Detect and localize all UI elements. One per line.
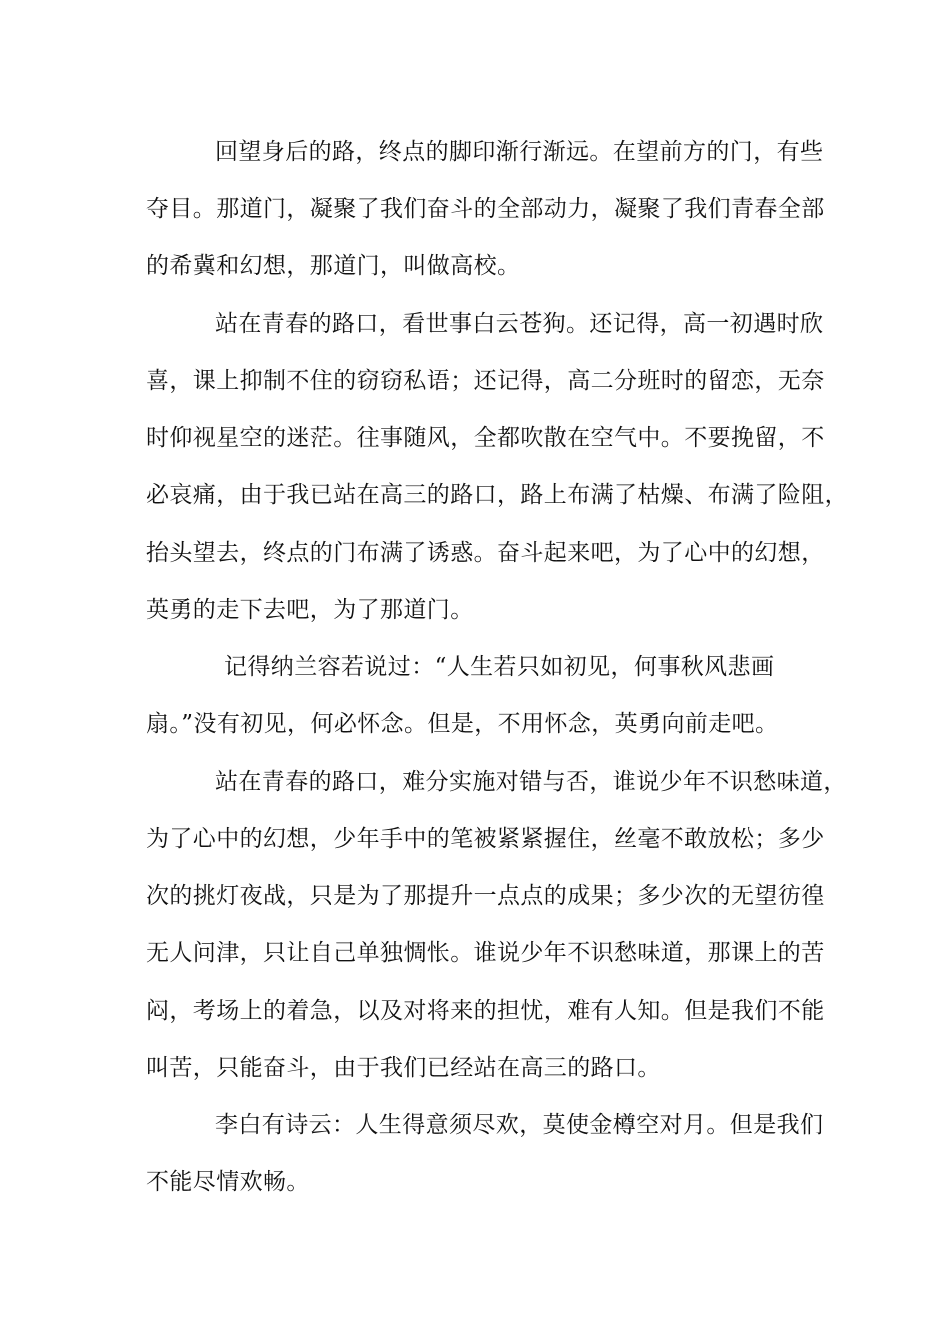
text-line: 英勇的走下去吧，为了那道门。 <box>146 597 474 623</box>
text-line: 夺目。那道门，凝聚了我们奋斗的全部动力，凝聚了我们青春全部 <box>146 196 825 222</box>
text-line: 抬头望去，终点的门布满了诱惑。奋斗起来吧，为了心中的幻想， <box>146 540 825 566</box>
text-line: 站在青春的路口，难分实施对错与否，谁说少年不识愁味道， <box>215 769 847 795</box>
text-line: 为了心中的幻想，少年手中的笔被紧紧握住，丝毫不敢放松；多少 <box>146 826 825 852</box>
text-line: 扇。”没有初见，何必怀念。但是，不用怀念，英勇向前走吧。 <box>146 711 779 737</box>
text-line: 闷，考场上的着急，以及对将来的担忧，难有人知。但是我们不能 <box>146 998 825 1024</box>
text-line: 不能尽情欢畅。 <box>146 1169 310 1195</box>
text-line: 喜，课上抑制不住的窃窃私语；还记得，高二分班时的留恋，无奈 <box>146 368 825 394</box>
text-line: 时仰视星空的迷茫。往事随风，全都吹散在空气中。不要挽留，不 <box>146 425 825 451</box>
text-line: 站在青春的路口，看世事白云苍狗。还记得，高一初遇时欣 <box>215 311 824 337</box>
text-line: 次的挑灯夜战，只是为了那提升一点点的成果；多少次的无望彷徨 <box>146 883 825 909</box>
text-line: 记得纳兰容若说过：“人生若只如初见，何事秋风悲画 <box>224 654 775 680</box>
text-line: 无人问津，只让自己单独惆怅。谁说少年不识愁味道，那课上的苦 <box>146 940 825 966</box>
text-line: 回望身后的路，终点的脚印渐行渐远。在望前方的门，有些 <box>215 139 824 165</box>
text-line: 李白有诗云：人生得意须尽欢，莫使金樽空对月。但是我们 <box>215 1112 824 1138</box>
text-line: 的希冀和幻想，那道门，叫做高校。 <box>146 253 521 279</box>
text-line: 叫苦，只能奋斗，由于我们已经站在高三的路口。 <box>146 1055 661 1081</box>
text-line: 必哀痛，由于我已站在高三的路口，路上布满了枯燥、布满了险阻， <box>146 482 848 508</box>
